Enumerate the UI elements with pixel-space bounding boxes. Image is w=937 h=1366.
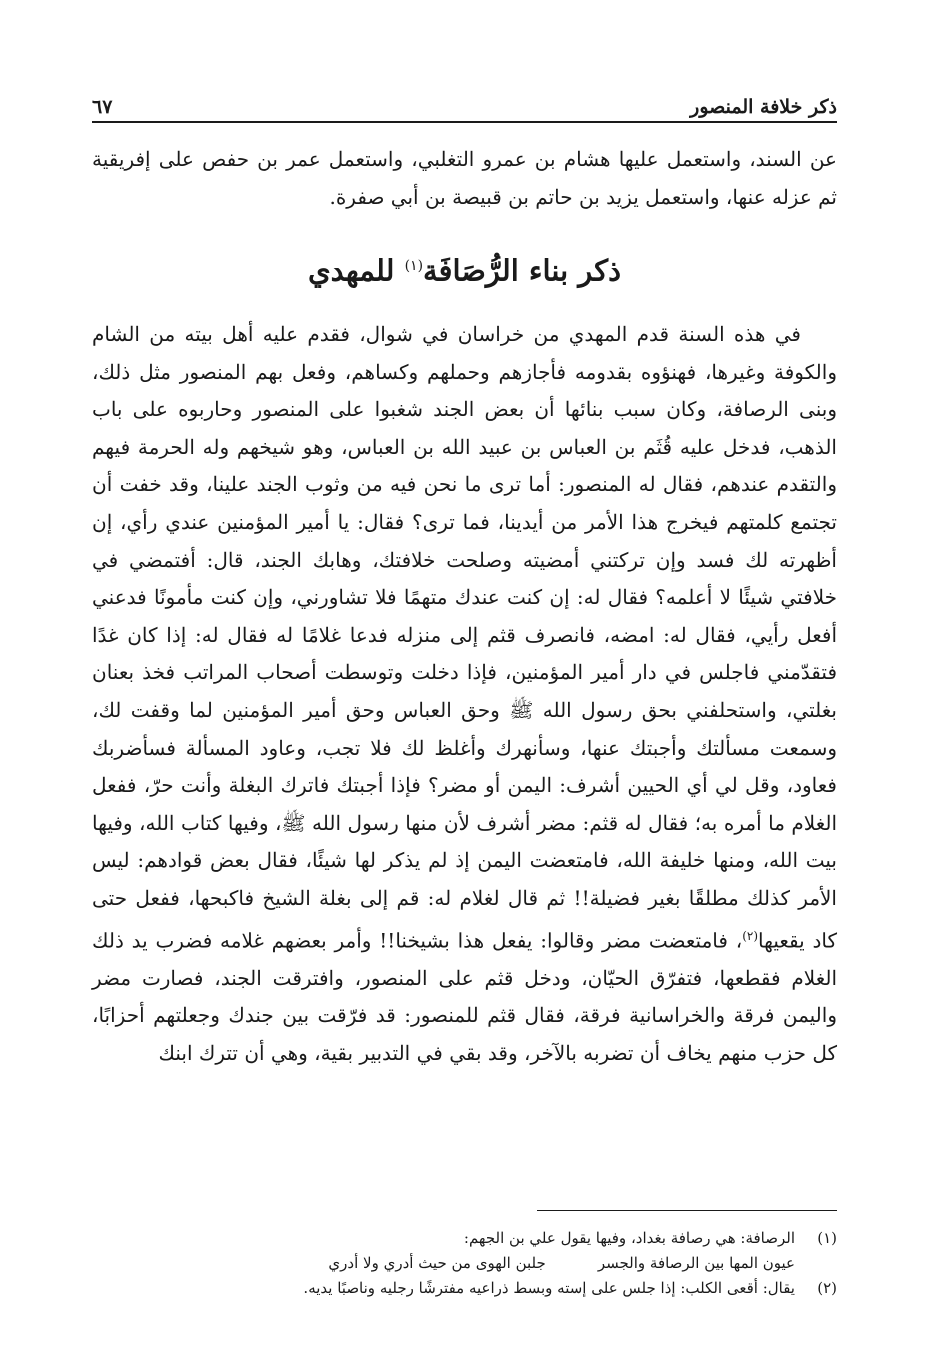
footnote-verse [92,1251,837,1276]
footnote-1 [92,1226,837,1251]
verse-second-hemistich: جلبن الهوى من حيث أدري ولا أدري [328,1254,546,1272]
header-rule [92,121,837,123]
verse-first-hemistich: عيون المها بين الرصافة والجسر [597,1254,795,1272]
footnote-ref-2[interactable]: (٢) [742,928,759,943]
footnote-text: يقال: أقعى الكلب: إذا جلس على إسته وبسط ذراعيه مفترشًا رجليه وناصبًا يديه. [303,1279,795,1297]
main-text-part-2: ، فامتعضت مضر وقالوا: يفعل هذا بشيخنا!! وأمر بعضهم غلامه فضرب يد ذلك الغلام فقطعها، فتفرّق الحيّان، ودخل قثم على المنصور، وافترقت الجند، فصارت مضر واليمن فرقة والخراسانية فرقة، فقال قثم للمنصور: قد فرّقت بين جندك وجعلتهم أحزابًا، كل حزب منهم يخاف أن تضربه بالآخر، وقد بقي في التدبير بقية، وهي أن تترك ابنك [92,928,837,1065]
section-heading-text: ذكر بناء الرُّصَافَة [423,253,622,288]
footnote-separator [537,1210,837,1211]
footnote-text: الرصافة: هي رصافة بغداد، وفيها يقول علي بن الجهم: [463,1229,795,1247]
section-heading-text-end: للمهدي [307,253,405,288]
footnote-ref-1[interactable]: (١) [404,258,424,274]
main-text [92,316,837,1073]
running-head [92,88,837,118]
running-head-title: ذكر خلافة المنصور [690,96,837,118]
page-number: ٦٧ [92,96,113,118]
footnote-number: (٢) [817,1279,837,1297]
main-paragraph [92,316,837,1073]
intro-paragraph: عن السند، واستعمل عليها هشام بن عمرو التغلبي، واستعمل عمر بن حفص على إفريقية ثم عزله عنها، واستعمل يزيد بن حاتم بن قبيصة بن أبي صفرة. [92,147,837,209]
main-text-part-1: في هذه السنة قدم المهدي من خراسان في شوال، فقدم عليه أهل بيته من الشام والكوفة وغيرها، فهنؤوه بقدومه فأجازهم وحملهم وكساهم، وفعل بهم المنصور مثل ذلك، وبنى الرصافة، وكان سبب بنائها أن بعض الجند شغبوا على المنصور وحاربوه على باب الذهب، فدخل عليه قُثَم بن العباس بن عبيد الله بن العباس، وهو شيخهم وله الحرمة فيهم والتقدم عندهم، فقال له المنصور: أما ترى ما نحن فيه من وثوب الجند علينا، وقد خفت أن تجتمع كلمتهم فيخرج هذا الأمر من أيدينا، فما ترى؟ فقال: يا أمير المؤمنين عندي رأي، إن أظهرته لك فسد وإن تركتني أمضيته وصلحت خلافتك، وهابك الجند، قال: أفتمضي في خلافتي شيئًا لا أعلمه؟ فقال له: إن كنت عندك متهمًا فلا تشاورني، وإن كنت مأمونًا فدعني أفعل رأيي، فقال له: امضه، فانصرف قثم إلى منزله فدعا غلامًا له فقال له: إذا كان غدًا فتقدّمني فاجلس في دار أمير المؤمنين، فإذا دخلت وتوسطت أصحاب المراتب فخذ بعنان بغلتي، واستحلفني بحق رسول الله ﷺ وحق العباس وحق أمير المؤمنين لما وقفت لك، وسمعت مسألتك وأجبتك عنها، وسأنهرك وأغلظ لك فلا تجب، وعاود المسألة فسأضربك فعاود، وقل لي أي الحيين أشرف: اليمن أو مضر؟ فإذا أجبتك فاترك البغلة وأنت حرّ، ففعل الغلام ما أمره به؛ فقال له قثم: مضر أشرف لأن منها رسول الله ﷺ، وفيها كتاب الله، وفيها بيت الله، ومنها خليفة الله، فامتعضت اليمن إذ لم يذكر لها شيئًا، فقال بعض قوادهم: ليس الأمر كذلك مطلقًا بغير فضيلة!! ثم قال لغلام له: قم إلى بغلة الشيخ فاكبحها، ففعل حتى كاد يقعيها [92,322,838,953]
footnote-2 [92,1276,837,1301]
footnotes [92,1226,837,1301]
section-heading [92,244,837,293]
footnote-number: (١) [817,1229,837,1247]
